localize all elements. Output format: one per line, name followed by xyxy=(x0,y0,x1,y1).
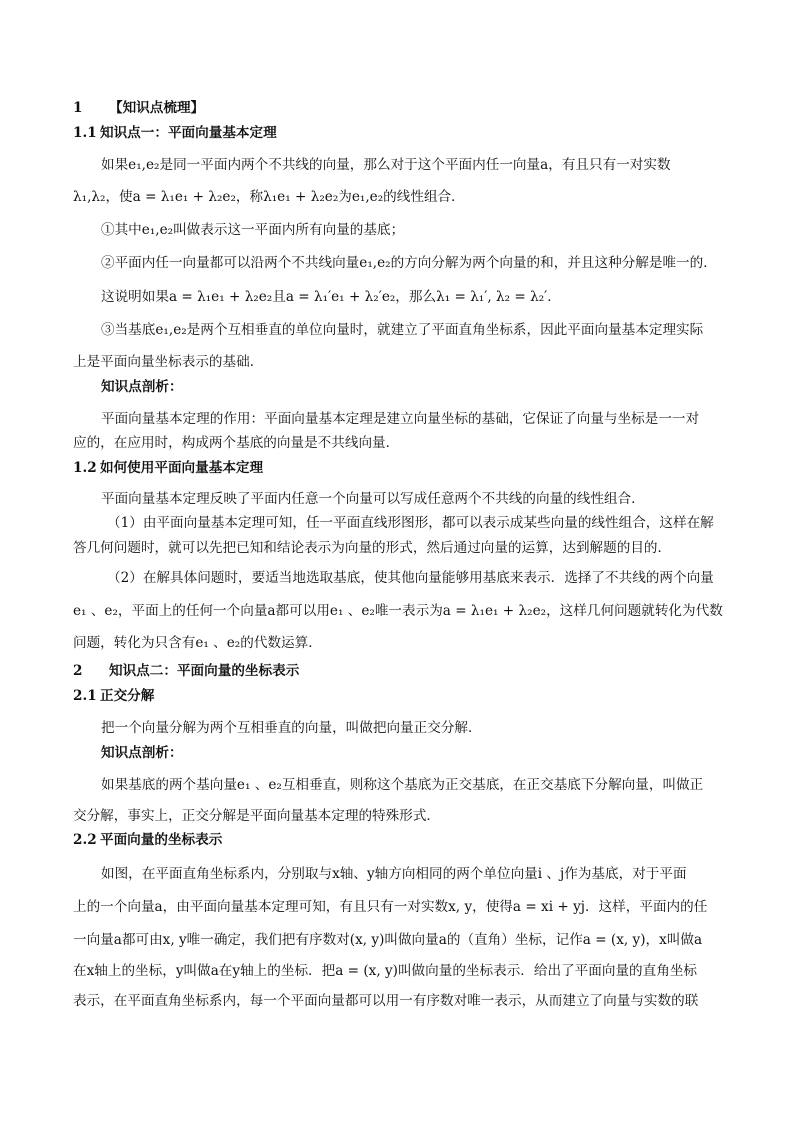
paragraph-line: 这说明如果a = λ₁e₁ + λ₂e₂且a = λ₁′e₁ + λ₂′e₂，那么λ₁ = λ₁′, λ₂ = λ₂′． xyxy=(101,289,561,305)
section-number: 1 xyxy=(73,100,83,116)
section-title: 正交分解 xyxy=(100,688,155,704)
paragraph-line: ③当基底e₁,e₂是两个互相垂直的单位向量时，就建立了平面直角坐标系，因此平面向量基本定理实际 xyxy=(101,322,704,338)
section-2-heading xyxy=(73,661,794,681)
section-number: 2.2 xyxy=(73,832,97,848)
paragraph-line: 在x轴上的坐标，y叫做a在y轴上的坐标．把a = (x, y)叫做向量的坐标表示．给出了平面向量的直角坐标 xyxy=(73,963,698,979)
paragraph-line: 平面向量基本定理反映了平面内任意一个向量可以写成任意两个不共线的向量的线性组合． xyxy=(101,491,645,507)
section-title: 知识点二：平面向量的坐标表示 xyxy=(109,663,300,679)
section-2-2-heading xyxy=(73,830,794,850)
paragraph-line: e₁ 、e₂，平面上的任何一个向量a都可以用e₁ 、e₂唯一表示为a = λ₁e₁ + λ₂e₂，这样几何问题就转化为代数 xyxy=(73,603,723,619)
paragraph-line: λ₁,λ₂，使a = λ₁e₁ + λ₂e₂，称λ₁e₁ + λ₂e₂为e₁,e₂的线性组合． xyxy=(73,189,465,205)
paragraph-line: ②平面内任一向量都可以沿两个不共线向量e₁,e₂的方向分解为两个向量的和，并且这种分解是唯一的． xyxy=(101,255,717,271)
paragraph-line: （1）由平面向量基本定理可知，任一平面直线形图形，都可以表示成某些向量的线性组合，这样在解 xyxy=(107,515,714,531)
paragraph-line: 如果e₁,e₂是同一平面内两个不共线的向量，那么对于这个平面内任一向量a，有且只有一对实数 xyxy=(101,157,671,173)
section-1-1-heading xyxy=(73,123,794,143)
section-1-2-heading xyxy=(73,458,794,478)
section-number: 1.1 xyxy=(73,125,97,141)
paragraph-line: 表示，在平面直角坐标系内，每一个平面向量都可以用一有序数对唯一表示，从而建立了向量与实数的联 xyxy=(73,993,699,1009)
section-number: 2.1 xyxy=(73,688,97,704)
section-title: 平面向量的坐标表示 xyxy=(100,832,223,848)
note-label: 知识点剖析： xyxy=(101,379,183,395)
section-title: 知识点一：平面向量基本定理 xyxy=(100,125,277,141)
paragraph-line: 应的，在应用时，构成两个基底的向量是不共线向量． xyxy=(73,435,400,451)
section-2-1-heading xyxy=(73,686,794,706)
paragraph-line: 交分解，事实上，正交分解是平面向量基本定理的特殊形式． xyxy=(73,808,441,824)
section-1-heading xyxy=(73,98,794,118)
paragraph-line: 一向量a都可由x, y唯一确定，我们把有序数对(x, y)叫做向量a的（直角）坐标，记作a = (x, y)，x叫做a xyxy=(73,932,703,948)
section-number: 1.2 xyxy=(73,460,97,476)
paragraph-line: 答几何问题时，就可以先把已知和结论表示为向量的形式，然后通过向量的运算，达到解题的目的． xyxy=(73,540,672,556)
paragraph-line: 如果基底的两个基向量e₁ 、e₂互相垂直，则称这个基底为正交基底，在正交基底下分解向量，叫做正 xyxy=(101,777,704,793)
paragraph-line: （2）在解具体问题时，要适当地选取基底，使其他向量能够用基底来表示．选择了不共线的两个向量 xyxy=(107,570,714,586)
section-title: 【知识点梳理】 xyxy=(109,100,205,116)
paragraph-line: 上的一个向量a，由平面向量基本定理可知，有且只有一对实数x, y，使得a = xi + yj．这样，平面内的任 xyxy=(73,899,708,915)
paragraph-line: 平面向量基本定理的作用：平面向量基本定理是建立向量坐标的基础，它保证了向量与坐标是一一对 xyxy=(101,411,700,427)
section-title: 如何使用平面向量基本定理 xyxy=(100,460,264,476)
note-label: 知识点剖析： xyxy=(101,745,183,761)
paragraph-line: 问题，转化为只含有e₁ 、e₂的代数运算． xyxy=(73,635,322,651)
paragraph-line: 上是平面向量坐标表示的基础． xyxy=(73,354,264,370)
paragraph-line: ①其中e₁,e₂叫做表示这一平面内所有向量的基底； xyxy=(101,222,405,238)
section-number: 2 xyxy=(73,663,83,679)
paragraph-line: 如图，在平面直角坐标系内，分别取与x轴、y轴方向相同的两个单位向量i 、j作为基底，对于平面 xyxy=(101,866,687,882)
paragraph-line: 把一个向量分解为两个互相垂直的向量，叫做把向量正交分解． xyxy=(101,720,482,736)
